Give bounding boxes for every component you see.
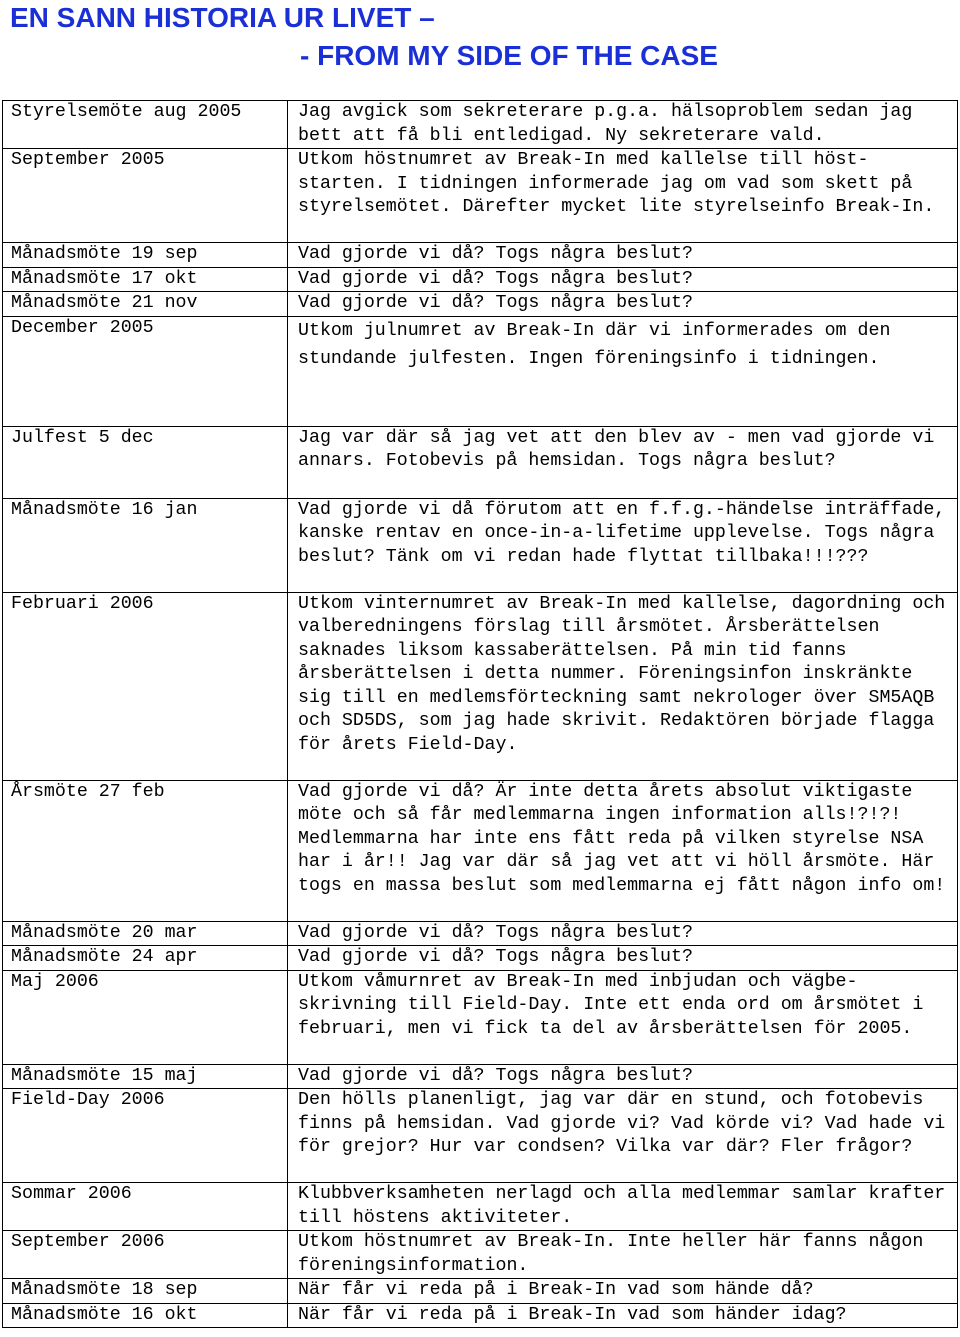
- table-row: [3, 921, 958, 946]
- table-row: [3, 316, 958, 426]
- table-row: [3, 101, 958, 149]
- event-date: December 2005: [3, 316, 288, 426]
- event-text: Utkom höstnumret av Break-In med kallelse till höst-starten. I tidningen informerade jag om vad som skett på styrelsemötet. Därefter mycket lite styrelseinfo Break-In.: [288, 149, 958, 243]
- event-date: Månadsmöte 24 apr: [3, 946, 288, 971]
- event-text: Utkom våmurnret av Break-In med inbjudan och vägbe-skrivning till Field-Day. Inte ett enda ord om årsmötet i februari, men vi fick ta del av årsberättelsen för 2005.: [288, 970, 958, 1064]
- event-date: September 2006: [3, 1231, 288, 1279]
- table-row: [3, 1183, 958, 1231]
- event-date: Årsmöte 27 feb: [3, 780, 288, 921]
- table-row: [3, 946, 958, 971]
- event-date: Månadsmöte 20 mar: [3, 921, 288, 946]
- event-text: Vad gjorde vi då? Togs några beslut?: [288, 946, 958, 971]
- event-date: Februari 2006: [3, 592, 288, 780]
- event-date: Månadsmöte 18 sep: [3, 1279, 288, 1304]
- event-date: Månadsmöte 15 maj: [3, 1064, 288, 1089]
- table-row: [3, 970, 958, 1064]
- event-date: Månadsmöte 21 nov: [3, 292, 288, 317]
- document-title: EN SANN HISTORIA UR LIVET –: [10, 2, 435, 33]
- event-text: Vad gjorde vi då? Togs några beslut?: [288, 243, 958, 268]
- table-row: [3, 498, 958, 592]
- event-text: Utkom höstnumret av Break-In. Inte heller här fanns någon föreningsinformation.: [288, 1231, 958, 1279]
- event-date: Månadsmöte 16 okt: [3, 1303, 288, 1328]
- event-text: När får vi reda på i Break-In vad som hände då?: [288, 1279, 958, 1304]
- event-text: Klubbverksamheten nerlagd och alla medlemmar samlar krafter till höstens aktiviteter.: [288, 1183, 958, 1231]
- table-row: [3, 1089, 958, 1183]
- table-row: [3, 592, 958, 780]
- event-text: Jag var där så jag vet att den blev av - men vad gjorde vi annars. Fotobevis på hemsidan. Togs några beslut?: [288, 426, 958, 498]
- event-text: Vad gjorde vi då? Togs några beslut?: [288, 921, 958, 946]
- table-row: [3, 149, 958, 243]
- event-date: Maj 2006: [3, 970, 288, 1064]
- event-date: Julfest 5 dec: [3, 426, 288, 498]
- event-text: Vad gjorde vi då? Är inte detta årets absolut viktigaste möte och så får medlemmarna ingen information alls!?!?! Medlemmarna har inte ens fått reda på vilken styrelse NSA har i år!! Jag var där så jag vet att vi höll årsmöte. Här togs en massa beslut som medlemmarna ej fått någon info om!: [288, 780, 958, 921]
- timeline-table: [2, 100, 958, 1328]
- event-date: Field-Day 2006: [3, 1089, 288, 1183]
- event-date: Månadsmöte 16 jan: [3, 498, 288, 592]
- event-text: Vad gjorde vi då förutom att en f.f.g.-händelse inträffade, kanske rentav en once-in-a-lifetime upplevelse. Togs några beslut? Tänk om vi redan hade flyttat tillbaka!!!???: [288, 498, 958, 592]
- document-subtitle: - FROM MY SIDE OF THE CASE: [300, 40, 718, 71]
- event-text: Vad gjorde vi då? Togs några beslut?: [288, 1064, 958, 1089]
- table-row: [3, 1064, 958, 1089]
- event-text: Utkom vinternumret av Break-In med kallelse, dagordning och valberedningens förslag till årsmötet. Årsberättelsen saknades liksom kassaberättelsen. På min tid fanns årsberättelsen i detta nummer. Föreningsinfon inskränkte sig till en medlemsförteckning samt nekrologer över SM5AQB och SD5DS, som jag hade skrivit. Redaktören började flagga för årets Field-Day.: [288, 592, 958, 780]
- event-text: Jag avgick som sekreterare p.g.a. hälsoproblem sedan jag bett att få bli entledigad. Ny sekreterare vald.: [288, 101, 958, 149]
- table-row: [3, 267, 958, 292]
- event-date: Sommar 2006: [3, 1183, 288, 1231]
- table-row: [3, 292, 958, 317]
- event-text: Den hölls planenligt, jag var där en stund, och fotobevis finns på hemsidan. Vad gjorde vi? Vad körde vi? Vad hade vi för grejor? Hur var condsen? Vilka var där? Fler frågor?: [288, 1089, 958, 1183]
- event-date: Styrelsemöte aug 2005: [3, 101, 288, 149]
- table-row: [3, 426, 958, 498]
- table-row: [3, 1231, 958, 1279]
- event-text: Vad gjorde vi då? Togs några beslut?: [288, 292, 958, 317]
- table-row: [3, 243, 958, 268]
- table-row: [3, 1303, 958, 1328]
- event-text: När får vi reda på i Break-In vad som händer idag?: [288, 1303, 958, 1328]
- event-date: September 2005: [3, 149, 288, 243]
- event-text: Vad gjorde vi då? Togs några beslut?: [288, 267, 958, 292]
- event-date: Månadsmöte 19 sep: [3, 243, 288, 268]
- table-row: [3, 780, 958, 921]
- event-text: Utkom julnumret av Break-In där vi informerades om den stundande julfesten. Ingen föreningsinfo i tidningen.: [288, 316, 958, 426]
- table-row: [3, 1279, 958, 1304]
- event-date: Månadsmöte 17 okt: [3, 267, 288, 292]
